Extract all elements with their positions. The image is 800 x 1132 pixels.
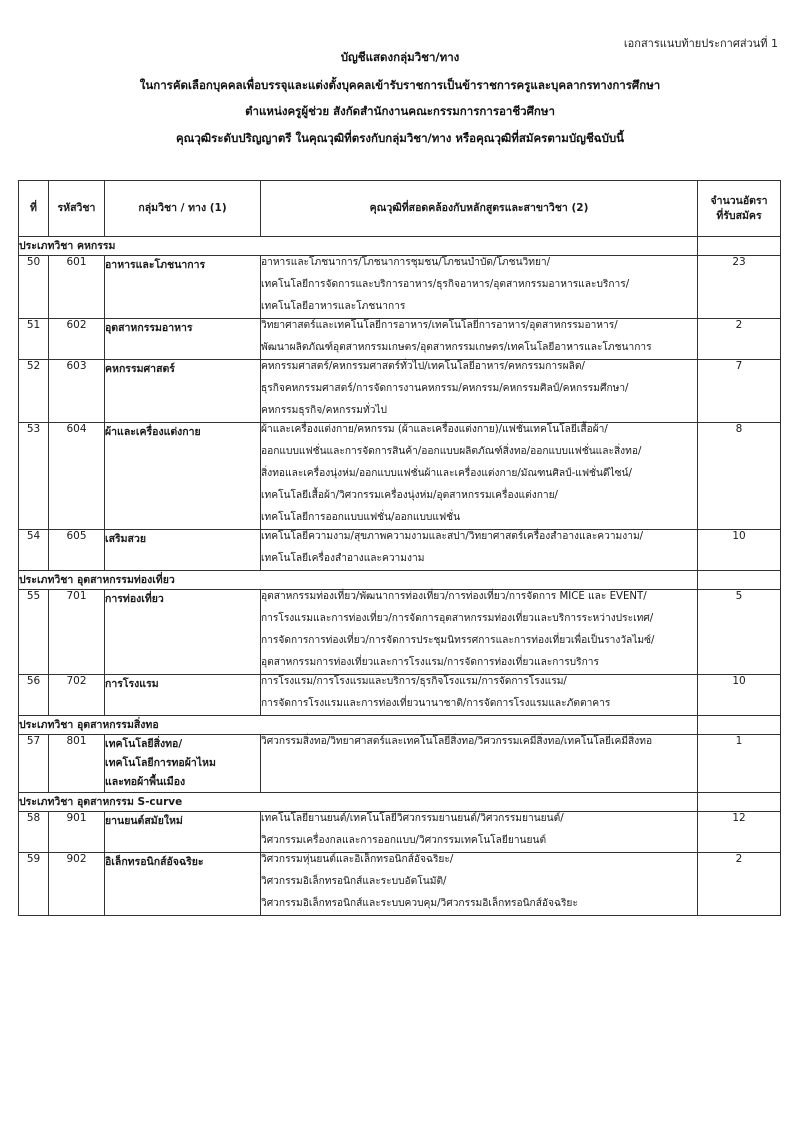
subject-code: 603	[49, 360, 105, 423]
subject-code: 605	[49, 530, 105, 571]
header-count	[698, 181, 781, 237]
header-count-line-1: จำนวนอัตรา	[710, 194, 768, 207]
category-count-cell	[698, 237, 781, 256]
table-row	[19, 812, 781, 853]
row-number: 52	[19, 360, 49, 423]
row-number: 50	[19, 256, 49, 319]
subject-group: อุตสาหกรรมอาหาร	[105, 319, 261, 360]
subject-group: ยานยนต์สมัยใหม่	[105, 812, 261, 853]
table-header-row	[19, 181, 781, 237]
qualification-line: พัฒนาผลิตภัณฑ์อุตสาหกรรมเกษตร/อุตสาหกรรมเกษตร/เทคโนโลยีอาหารและโภชนาการ	[261, 342, 652, 353]
qualification-line: เทคโนโลยีการออกแบบแฟชั่น/ออกแบบแฟชั่น	[261, 512, 461, 523]
header-qualification: คุณวุฒิที่สอดคล้องกับหลักสูตรและสาขาวิชา (2)	[261, 181, 698, 237]
subject-code: 701	[49, 590, 105, 675]
qualification-line: เทคโนโลยีเสื้อผ้า/วิศวกรรมเครื่องนุ่งห่ม/อุตสาหกรรมเครื่องแต่งกาย/	[261, 490, 558, 501]
qualification-cell	[261, 256, 698, 319]
qualification-line: สิ่งทอและเครื่องนุ่งห่ม/ออกแบบแฟชั่นผ้าและเครื่องแต่งกาย/มัณฑนศิลป์-แฟชั่นดีไซน์/	[261, 468, 632, 479]
subject-code: 901	[49, 812, 105, 853]
table-row	[19, 675, 781, 716]
table-row	[19, 360, 781, 423]
title-line-2: ในการคัดเลือกบุคคลเพื่อบรรจุและแต่งตั้งบุคคลเข้ารับราชการเป็นข้าราชการครูและบุคลากรทางการศึกษา	[139, 78, 661, 92]
subject-group-line: เทคโนโลยีสิ่งทอ/	[105, 738, 183, 750]
subject-code: 602	[49, 319, 105, 360]
subject-group: คหกรรมศาสตร์	[105, 360, 261, 423]
applicant-quota: 2	[698, 319, 781, 360]
category-label: ประเภทวิชา อุตสาหกรรมท่องเที่ยว	[19, 571, 698, 590]
qualification-line: เทคโนโลยีการจัดการและบริการอาหาร/ธุรกิจอาหาร/อุตสาหกรรมอาหารและบริการ/	[261, 279, 630, 290]
subject-group: เสริมสวย	[105, 530, 261, 571]
subject-group: อิเล็กทรอนิกส์อัจฉริยะ	[105, 853, 261, 916]
row-number: 54	[19, 530, 49, 571]
row-number: 58	[19, 812, 49, 853]
applicant-quota: 2	[698, 853, 781, 916]
qualification-line: เทคโนโลยีเครื่องสำอางและความงาม	[261, 553, 425, 564]
qualification-cell	[261, 423, 698, 530]
subject-group: อาหารและโภชนาการ	[105, 256, 261, 319]
qualification-line: วิศวกรรมเครื่องกลและการออกแบบ/วิศวกรรมเทคโนโลยียานยนต์	[261, 835, 547, 846]
subject-code: 601	[49, 256, 105, 319]
table-row	[19, 530, 781, 571]
header-group: กลุ่มวิชา / ทาง (1)	[105, 181, 261, 237]
title-line-1: บัญชีแสดงกลุ่มวิชา/ทาง	[340, 50, 460, 64]
subject-code: 604	[49, 423, 105, 530]
qualification-cell	[261, 530, 698, 571]
applicant-quota: 5	[698, 590, 781, 675]
qualification-line: การจัดการโรงแรมและการท่องเที่ยวนานาชาติ/การจัดการโรงแรมและภัตตาคาร	[261, 698, 611, 709]
subject-group	[105, 735, 261, 793]
qualification-line: การจัดการการท่องเที่ยว/การจัดการประชุมนิทรรศการและการท่องเที่ยวเพื่อเป็นรางวัลไมซ์/	[261, 635, 655, 646]
annex-label: เอกสารแนบท้ายประกาศส่วนที่ 1	[623, 37, 778, 50]
subject-group-line: และทอผ้าพื้นเมือง	[105, 776, 186, 788]
header-code: รหัสวิชา	[49, 181, 105, 237]
subject-group: ผ้าและเครื่องแต่งกาย	[105, 423, 261, 530]
qualification-cell	[261, 853, 698, 916]
applicant-quota: 12	[698, 812, 781, 853]
applicant-quota: 23	[698, 256, 781, 319]
category-label: ประเภทวิชา คหกรรม	[19, 237, 698, 256]
category-count-cell	[698, 793, 781, 812]
title-line-3: ตำแหน่งครูผู้ช่วย สังกัดสำนักงานคณะกรรมการการอาชีวศึกษา	[245, 104, 555, 118]
qualification-line: วิศวกรรมอิเล็กทรอนิกส์และระบบอัตโนมัติ/	[261, 876, 447, 887]
qualification-line: ธุรกิจคหกรรมศาสตร์/การจัดการงานคหกรรม/คหกรรม/คหกรรมศิลป์/คหกรรมศึกษา/	[261, 383, 629, 394]
qualification-line: อาหารและโภชนาการ/โภชนาการชุมชน/โภชนบำบัด/โภชนวิทยา/	[261, 257, 551, 268]
header-no: ที่	[19, 181, 49, 237]
qualification-cell	[261, 360, 698, 423]
qualification-line: อุตสาหกรรมการท่องเที่ยวและการโรงแรม/การจัดการท่องเที่ยวและการบริการ	[261, 657, 599, 668]
qualification-cell	[261, 675, 698, 716]
row-number: 56	[19, 675, 49, 716]
qualification-line: ออกแบบแฟชั่นและการจัดการสินค้า/ออกแบบผลิตภัณฑ์สิ่งทอ/ออกแบบแฟชั่นและสิ่งทอ/	[261, 446, 642, 457]
table-row	[19, 590, 781, 675]
applicant-quota: 7	[698, 360, 781, 423]
subject-code: 902	[49, 853, 105, 916]
qualification-line: เทคโนโลยีความงาม/สุขภาพความงามและสปา/วิทยาศาสตร์เครื่องสำอางและความงาม/	[261, 531, 644, 542]
header-count-line-2: ที่รับสมัคร	[716, 209, 762, 222]
table-body	[19, 237, 781, 916]
category-label: ประเภทวิชา อุตสาหกรรมสิ่งทอ	[19, 716, 698, 735]
qualification-line: วิทยาศาสตร์และเทคโนโลยีการอาหาร/เทคโนโลยีการอาหาร/อุตสาหกรรมอาหาร/	[261, 320, 618, 331]
qualification-cell	[261, 812, 698, 853]
qualification-cell	[261, 590, 698, 675]
title-line-4: คุณวุฒิระดับปริญญาตรี ในคุณวุฒิที่ตรงกับกลุ่มวิชา/ทาง หรือคุณวุฒิที่สมัครตามบัญชีฉบับนี้	[175, 131, 625, 145]
qualification-cell	[261, 735, 698, 793]
qualification-line: คหกรรมศาสตร์/คหกรรมศาสตร์ทั่วไป/เทคโนโลยีอาหาร/คหกรรมการผลิต/	[261, 361, 585, 372]
table-row	[19, 853, 781, 916]
subject-group: การโรงแรม	[105, 675, 261, 716]
qualification-line: ผ้าและเครื่องแต่งกาย/คหกรรม (ผ้าและเครื่องแต่งกาย)/แฟชั่นเทคโนโลยีเสื้อผ้า/	[261, 424, 608, 435]
row-number: 57	[19, 735, 49, 793]
row-number: 59	[19, 853, 49, 916]
subject-code: 801	[49, 735, 105, 793]
qualification-line: วิศวกรรมสิ่งทอ/วิทยาศาสตร์และเทคโนโลยีสิ่งทอ/วิศวกรรมเคมีสิ่งทอ/เทคโนโลยีเคมีสิ่งทอ	[261, 736, 653, 747]
applicant-quota: 10	[698, 530, 781, 571]
qualification-line: วิศวกรรมหุ่นยนต์และอิเล็กทรอนิกส์อัจฉริยะ/	[261, 854, 454, 865]
category-label: ประเภทวิชา อุตสาหกรรม S-curve	[19, 793, 698, 812]
qualification-cell	[261, 319, 698, 360]
qualification-line: การโรงแรม/การโรงแรมและบริการ/ธุรกิจโรงแรม/การจัดการโรงแรม/	[261, 676, 567, 687]
qualification-line: อุตสาหกรรมท่องเที่ยว/พัฒนาการท่องเที่ยว/การท่องเที่ยว/การจัดการ MICE และ EVENT/	[261, 591, 647, 602]
subject-group-line: เทคโนโลยีการทอผ้าไหม	[105, 757, 216, 769]
applicant-quota: 8	[698, 423, 781, 530]
subject-code: 702	[49, 675, 105, 716]
category-count-cell	[698, 716, 781, 735]
qualification-line: การโรงแรมและการท่องเที่ยว/การจัดการอุตสาหกรรมท่องเที่ยวและบริการระหว่างประเทศ/	[261, 613, 654, 624]
subject-group: การท่องเที่ยว	[105, 590, 261, 675]
qualification-line: คหกรรมธุรกิจ/คหกรรมทั่วไป	[261, 405, 388, 416]
qualification-line: เทคโนโลยียานยนต์/เทคโนโลยีวิศวกรรมยานยนต์/วิศวกรรมยานยนต์/	[261, 813, 564, 824]
row-number: 53	[19, 423, 49, 530]
qualification-line: วิศวกรรมอิเล็กทรอนิกส์และระบบควบคุม/วิศวกรรมอิเล็กทรอนิกส์อัจฉริยะ	[261, 898, 578, 909]
table-row	[19, 735, 781, 793]
table-row	[19, 256, 781, 319]
category-count-cell	[698, 571, 781, 590]
row-number: 55	[19, 590, 49, 675]
subject-group-table	[18, 180, 781, 916]
applicant-quota: 10	[698, 675, 781, 716]
table-row	[19, 423, 781, 530]
qualification-line: เทคโนโลยีอาหารและโภชนาการ	[261, 301, 406, 312]
row-number: 51	[19, 319, 49, 360]
table-row	[19, 319, 781, 360]
applicant-quota: 1	[698, 735, 781, 793]
